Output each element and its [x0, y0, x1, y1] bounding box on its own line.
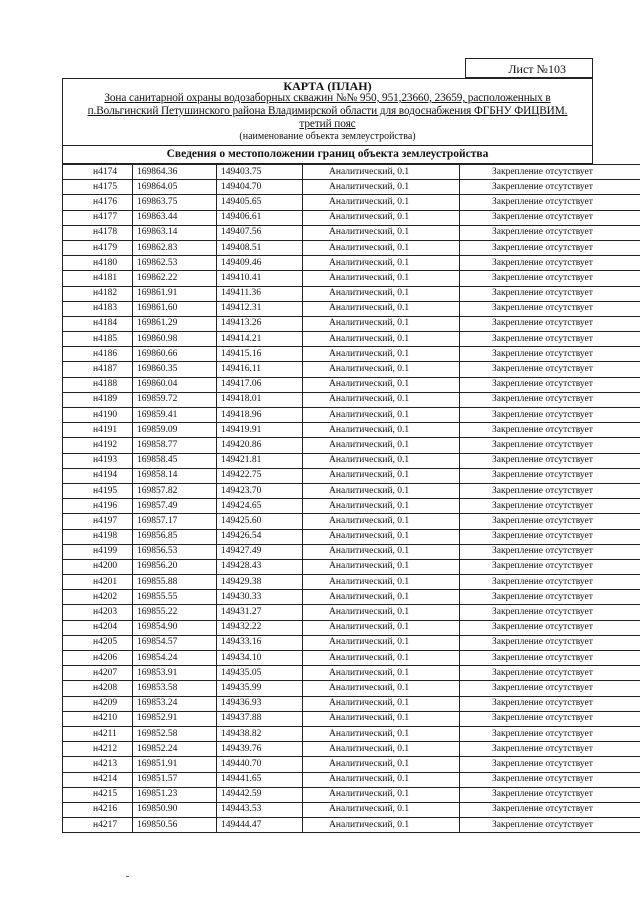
table-row: [63, 271, 640, 286]
sheet-number-box: [465, 58, 593, 78]
y-coordinate-cell: 149422.75: [217, 468, 303, 483]
table-row: [63, 818, 640, 833]
fixing-description-cell: Закрепление отсутствует: [460, 802, 640, 817]
fixing-description-cell: Закрепление отсутствует: [460, 453, 640, 468]
x-coordinate-cell: 169850.56: [133, 818, 217, 833]
fixing-description-cell: Закрепление отсутствует: [460, 271, 640, 286]
method-accuracy-cell: Аналитический, 0.1: [303, 271, 460, 286]
fixing-description-cell: Закрепление отсутствует: [460, 651, 640, 666]
point-id-cell: н4202: [63, 590, 133, 605]
x-coordinate-cell: 169857.17: [133, 514, 217, 529]
table-row: [63, 651, 640, 666]
fixing-description-cell: Закрепление отсутствует: [460, 468, 640, 483]
x-coordinate-cell: 169864.05: [133, 180, 217, 195]
x-coordinate-cell: 169851.57: [133, 772, 217, 787]
fixing-description-cell: Закрепление отсутствует: [460, 544, 640, 559]
method-accuracy-cell: Аналитический, 0.1: [303, 711, 460, 726]
x-coordinate-cell: 169853.58: [133, 681, 217, 696]
table-row: [63, 210, 640, 225]
x-coordinate-cell: 169860.04: [133, 377, 217, 392]
table-row: [63, 544, 640, 559]
x-coordinate-cell: 169854.57: [133, 635, 217, 650]
fixing-description-cell: Закрепление отсутствует: [460, 438, 640, 453]
fixing-description-cell: Закрепление отсутствует: [460, 256, 640, 271]
point-id-cell: н4209: [63, 696, 133, 711]
method-accuracy-cell: Аналитический, 0.1: [303, 818, 460, 833]
y-coordinate-cell: 149440.70: [217, 757, 303, 772]
y-coordinate-cell: 149427.49: [217, 544, 303, 559]
table-row: [63, 180, 640, 195]
point-id-cell: н4179: [63, 240, 133, 255]
fixing-description-cell: Закрепление отсутствует: [460, 742, 640, 757]
fixing-description-cell: Закрепление отсутствует: [460, 696, 640, 711]
method-accuracy-cell: Аналитический, 0.1: [303, 651, 460, 666]
point-id-cell: н4199: [63, 544, 133, 559]
fixing-description-cell: Закрепление отсутствует: [460, 362, 640, 377]
x-coordinate-cell: 169858.45: [133, 453, 217, 468]
table-row: [63, 711, 640, 726]
point-id-cell: н4186: [63, 347, 133, 362]
method-accuracy-cell: Аналитический, 0.1: [303, 240, 460, 255]
method-accuracy-cell: Аналитический, 0.1: [303, 453, 460, 468]
point-id-cell: н4207: [63, 666, 133, 681]
section-title: Сведения о местоположении границ объекта землеустройства: [62, 146, 593, 164]
y-coordinate-cell: 149430.33: [217, 590, 303, 605]
method-accuracy-cell: Аналитический, 0.1: [303, 225, 460, 240]
x-coordinate-cell: 169861.91: [133, 286, 217, 301]
sheet-number: Лист №103: [508, 62, 566, 76]
x-coordinate-cell: 169852.91: [133, 711, 217, 726]
point-id-cell: н4176: [63, 195, 133, 210]
x-coordinate-cell: 169855.55: [133, 590, 217, 605]
point-id-cell: н4194: [63, 468, 133, 483]
x-coordinate-cell: 169862.83: [133, 240, 217, 255]
point-id-cell: н4216: [63, 802, 133, 817]
x-coordinate-cell: 169851.91: [133, 757, 217, 772]
y-coordinate-cell: 149409.46: [217, 256, 303, 271]
x-coordinate-cell: 169858.14: [133, 468, 217, 483]
method-accuracy-cell: Аналитический, 0.1: [303, 286, 460, 301]
table-row: [63, 772, 640, 787]
y-coordinate-cell: 149431.27: [217, 605, 303, 620]
point-id-cell: н4183: [63, 301, 133, 316]
fixing-description-cell: Закрепление отсутствует: [460, 590, 640, 605]
fixing-description-cell: Закрепление отсутствует: [460, 483, 640, 498]
x-coordinate-cell: 169859.09: [133, 423, 217, 438]
method-accuracy-cell: Аналитический, 0.1: [303, 575, 460, 590]
method-accuracy-cell: Аналитический, 0.1: [303, 681, 460, 696]
y-coordinate-cell: 149418.01: [217, 392, 303, 407]
method-accuracy-cell: Аналитический, 0.1: [303, 347, 460, 362]
x-coordinate-cell: 169856.53: [133, 544, 217, 559]
y-coordinate-cell: 149444.47: [217, 818, 303, 833]
method-accuracy-cell: Аналитический, 0.1: [303, 742, 460, 757]
table-row: [63, 742, 640, 757]
method-accuracy-cell: Аналитический, 0.1: [303, 438, 460, 453]
method-accuracy-cell: Аналитический, 0.1: [303, 529, 460, 544]
x-coordinate-cell: 169863.14: [133, 225, 217, 240]
table-row: [63, 696, 640, 711]
point-id-cell: н4189: [63, 392, 133, 407]
point-id-cell: н4208: [63, 681, 133, 696]
y-coordinate-cell: 149420.86: [217, 438, 303, 453]
fixing-description-cell: Закрепление отсутствует: [460, 787, 640, 802]
x-coordinate-cell: 169861.29: [133, 316, 217, 331]
x-coordinate-cell: 169863.44: [133, 210, 217, 225]
fixing-description-cell: Закрепление отсутствует: [460, 772, 640, 787]
x-coordinate-cell: 169859.72: [133, 392, 217, 407]
point-id-cell: н4204: [63, 620, 133, 635]
method-accuracy-cell: Аналитический, 0.1: [303, 256, 460, 271]
y-coordinate-cell: 149441.65: [217, 772, 303, 787]
method-accuracy-cell: Аналитический, 0.1: [303, 787, 460, 802]
table-row: [63, 514, 640, 529]
point-id-cell: н4188: [63, 377, 133, 392]
x-coordinate-cell: 169858.77: [133, 438, 217, 453]
table-row: [63, 240, 640, 255]
method-accuracy-cell: Аналитический, 0.1: [303, 696, 460, 711]
y-coordinate-cell: 149438.82: [217, 726, 303, 741]
method-accuracy-cell: Аналитический, 0.1: [303, 180, 460, 195]
table-row: [63, 347, 640, 362]
y-coordinate-cell: 149433.16: [217, 635, 303, 650]
document-title: КАРТА (ПЛАН): [283, 79, 372, 93]
fixing-description-cell: Закрепление отсутствует: [460, 195, 640, 210]
y-coordinate-cell: 149423.70: [217, 483, 303, 498]
table-row: [63, 468, 640, 483]
object-name-line-2: п.Вольгинский Петушинского района Владимирской области для водоснабжения ФГБНУ ФИЦВИМ.: [87, 105, 568, 117]
x-coordinate-cell: 169860.35: [133, 362, 217, 377]
fixing-description-cell: Закрепление отсутствует: [460, 240, 640, 255]
table-row: [63, 165, 640, 180]
y-coordinate-cell: 149416.11: [217, 362, 303, 377]
method-accuracy-cell: Аналитический, 0.1: [303, 635, 460, 650]
table-row: [63, 605, 640, 620]
table-row: [63, 332, 640, 347]
method-accuracy-cell: Аналитический, 0.1: [303, 499, 460, 514]
method-accuracy-cell: Аналитический, 0.1: [303, 666, 460, 681]
method-accuracy-cell: Аналитический, 0.1: [303, 316, 460, 331]
table-row: [63, 666, 640, 681]
point-id-cell: н4200: [63, 559, 133, 574]
x-coordinate-cell: 169857.49: [133, 499, 217, 514]
point-id-cell: н4178: [63, 225, 133, 240]
fixing-description-cell: Закрепление отсутствует: [460, 559, 640, 574]
method-accuracy-cell: Аналитический, 0.1: [303, 544, 460, 559]
fixing-description-cell: Закрепление отсутствует: [460, 726, 640, 741]
table-row: [63, 256, 640, 271]
method-accuracy-cell: Аналитический, 0.1: [303, 605, 460, 620]
fixing-description-cell: Закрепление отсутствует: [460, 347, 640, 362]
x-coordinate-cell: 169853.24: [133, 696, 217, 711]
fixing-description-cell: Закрепление отсутствует: [460, 332, 640, 347]
x-coordinate-cell: 169857.82: [133, 483, 217, 498]
y-coordinate-cell: 149407.56: [217, 225, 303, 240]
x-coordinate-cell: 169851.23: [133, 787, 217, 802]
point-id-cell: н4203: [63, 605, 133, 620]
point-id-cell: н4217: [63, 818, 133, 833]
x-coordinate-cell: 169862.53: [133, 256, 217, 271]
fixing-description-cell: Закрепление отсутствует: [460, 392, 640, 407]
fixing-description-cell: Закрепление отсутствует: [460, 180, 640, 195]
method-accuracy-cell: Аналитический, 0.1: [303, 195, 460, 210]
table-row: [63, 438, 640, 453]
y-coordinate-cell: 149419.91: [217, 423, 303, 438]
x-coordinate-cell: 169860.66: [133, 347, 217, 362]
point-id-cell: н4215: [63, 787, 133, 802]
x-coordinate-cell: 169853.91: [133, 666, 217, 681]
y-coordinate-cell: 149439.76: [217, 742, 303, 757]
y-coordinate-cell: 149412.31: [217, 301, 303, 316]
table-row: [63, 301, 640, 316]
point-id-cell: н4184: [63, 316, 133, 331]
x-coordinate-cell: 169862.22: [133, 271, 217, 286]
table-row: [63, 362, 640, 377]
fixing-description-cell: Закрепление отсутствует: [460, 575, 640, 590]
object-name-line-3: третий пояс: [299, 118, 356, 130]
table-row: [63, 316, 640, 331]
method-accuracy-cell: Аналитический, 0.1: [303, 301, 460, 316]
y-coordinate-cell: 149421.81: [217, 453, 303, 468]
point-id-cell: н4191: [63, 423, 133, 438]
method-accuracy-cell: Аналитический, 0.1: [303, 590, 460, 605]
table-row: [63, 377, 640, 392]
fixing-description-cell: Закрепление отсутствует: [460, 408, 640, 423]
method-accuracy-cell: Аналитический, 0.1: [303, 483, 460, 498]
method-accuracy-cell: Аналитический, 0.1: [303, 210, 460, 225]
point-id-cell: н4197: [63, 514, 133, 529]
method-accuracy-cell: Аналитический, 0.1: [303, 392, 460, 407]
method-accuracy-cell: Аналитический, 0.1: [303, 620, 460, 635]
fixing-description-cell: Закрепление отсутствует: [460, 711, 640, 726]
table-row: [63, 499, 640, 514]
y-coordinate-cell: 149413.26: [217, 316, 303, 331]
x-coordinate-cell: 169852.58: [133, 726, 217, 741]
method-accuracy-cell: Аналитический, 0.1: [303, 559, 460, 574]
table-row: [63, 590, 640, 605]
method-accuracy-cell: Аналитический, 0.1: [303, 362, 460, 377]
x-coordinate-cell: 169850.90: [133, 802, 217, 817]
table-row: [63, 408, 640, 423]
y-coordinate-cell: 149404.70: [217, 180, 303, 195]
method-accuracy-cell: Аналитический, 0.1: [303, 408, 460, 423]
fixing-description-cell: Закрепление отсутствует: [460, 681, 640, 696]
x-coordinate-cell: 169856.20: [133, 559, 217, 574]
x-coordinate-cell: 169856.85: [133, 529, 217, 544]
fixing-description-cell: Закрепление отсутствует: [460, 165, 640, 180]
scan-speck: [126, 876, 129, 877]
point-id-cell: н4192: [63, 438, 133, 453]
object-name-line-1: Зона санитарной охраны водозаборных скважин №№ 950, 951,23660, 23659, расположенных в: [104, 92, 551, 104]
x-coordinate-cell: 169854.90: [133, 620, 217, 635]
y-coordinate-cell: 149429.38: [217, 575, 303, 590]
point-id-cell: н4175: [63, 180, 133, 195]
y-coordinate-cell: 149403.75: [217, 165, 303, 180]
y-coordinate-cell: 149411.36: [217, 286, 303, 301]
fixing-description-cell: Закрепление отсутствует: [460, 635, 640, 650]
table-row: [63, 483, 640, 498]
document-header: [62, 78, 593, 146]
point-id-cell: н4185: [63, 332, 133, 347]
fixing-description-cell: Закрепление отсутствует: [460, 316, 640, 331]
y-coordinate-cell: 149415.16: [217, 347, 303, 362]
fixing-description-cell: Закрепление отсутствует: [460, 818, 640, 833]
table-row: [63, 423, 640, 438]
y-coordinate-cell: 149442.59: [217, 787, 303, 802]
fixing-description-cell: Закрепление отсутствует: [460, 286, 640, 301]
x-coordinate-cell: 169852.24: [133, 742, 217, 757]
x-coordinate-cell: 169863.75: [133, 195, 217, 210]
point-id-cell: н4177: [63, 210, 133, 225]
point-id-cell: н4196: [63, 499, 133, 514]
y-coordinate-cell: 149435.99: [217, 681, 303, 696]
method-accuracy-cell: Аналитический, 0.1: [303, 165, 460, 180]
y-coordinate-cell: 149417.06: [217, 377, 303, 392]
fixing-description-cell: Закрепление отсутствует: [460, 605, 640, 620]
method-accuracy-cell: Аналитический, 0.1: [303, 726, 460, 741]
table-row: [63, 559, 640, 574]
table-row: [63, 286, 640, 301]
point-id-cell: н4198: [63, 529, 133, 544]
table-row: [63, 787, 640, 802]
y-coordinate-cell: 149425.60: [217, 514, 303, 529]
y-coordinate-cell: 149443.53: [217, 802, 303, 817]
x-coordinate-cell: 169859.41: [133, 408, 217, 423]
table-row: [63, 681, 640, 696]
table-row: [63, 726, 640, 741]
x-coordinate-cell: 169860.98: [133, 332, 217, 347]
table-row: [63, 635, 640, 650]
y-coordinate-cell: 149408.51: [217, 240, 303, 255]
y-coordinate-cell: 149426.54: [217, 529, 303, 544]
method-accuracy-cell: Аналитический, 0.1: [303, 377, 460, 392]
point-id-cell: н4181: [63, 271, 133, 286]
method-accuracy-cell: Аналитический, 0.1: [303, 802, 460, 817]
y-coordinate-cell: 149432.22: [217, 620, 303, 635]
y-coordinate-cell: 149434.10: [217, 651, 303, 666]
y-coordinate-cell: 149424.65: [217, 499, 303, 514]
fixing-description-cell: Закрепление отсутствует: [460, 210, 640, 225]
y-coordinate-cell: 149410.41: [217, 271, 303, 286]
point-id-cell: н4211: [63, 726, 133, 741]
fixing-description-cell: Закрепление отсутствует: [460, 514, 640, 529]
y-coordinate-cell: 149405.65: [217, 195, 303, 210]
point-id-cell: н4180: [63, 256, 133, 271]
fixing-description-cell: Закрепление отсутствует: [460, 423, 640, 438]
x-coordinate-cell: 169864.36: [133, 165, 217, 180]
point-id-cell: н4205: [63, 635, 133, 650]
table-row: [63, 529, 640, 544]
table-row: [63, 225, 640, 240]
point-id-cell: н4187: [63, 362, 133, 377]
table-row: [63, 620, 640, 635]
table-row: [63, 757, 640, 772]
method-accuracy-cell: Аналитический, 0.1: [303, 757, 460, 772]
point-id-cell: н4201: [63, 575, 133, 590]
point-id-cell: н4174: [63, 165, 133, 180]
point-id-cell: н4210: [63, 711, 133, 726]
point-id-cell: н4182: [63, 286, 133, 301]
point-id-cell: н4214: [63, 772, 133, 787]
table-row: [63, 575, 640, 590]
y-coordinate-cell: 149428.43: [217, 559, 303, 574]
point-id-cell: н4212: [63, 742, 133, 757]
point-id-cell: н4213: [63, 757, 133, 772]
fixing-description-cell: Закрепление отсутствует: [460, 529, 640, 544]
boundary-points-table: [62, 164, 640, 833]
y-coordinate-cell: 149418.96: [217, 408, 303, 423]
fixing-description-cell: Закрепление отсутствует: [460, 301, 640, 316]
method-accuracy-cell: Аналитический, 0.1: [303, 514, 460, 529]
method-accuracy-cell: Аналитический, 0.1: [303, 772, 460, 787]
point-id-cell: н4193: [63, 453, 133, 468]
fixing-description-cell: Закрепление отсутствует: [460, 377, 640, 392]
fixing-description-cell: Закрепление отсутствует: [460, 499, 640, 514]
point-id-cell: н4206: [63, 651, 133, 666]
table-row: [63, 453, 640, 468]
object-name-caption: (наименование объекта землеустройства): [239, 131, 416, 142]
y-coordinate-cell: 149436.93: [217, 696, 303, 711]
y-coordinate-cell: 149406.61: [217, 210, 303, 225]
table-row: [63, 195, 640, 210]
x-coordinate-cell: 169861.60: [133, 301, 217, 316]
method-accuracy-cell: Аналитический, 0.1: [303, 423, 460, 438]
fixing-description-cell: Закрепление отсутствует: [460, 225, 640, 240]
fixing-description-cell: Закрепление отсутствует: [460, 620, 640, 635]
fixing-description-cell: Закрепление отсутствует: [460, 666, 640, 681]
method-accuracy-cell: Аналитический, 0.1: [303, 332, 460, 347]
method-accuracy-cell: Аналитический, 0.1: [303, 468, 460, 483]
x-coordinate-cell: 169855.88: [133, 575, 217, 590]
point-id-cell: н4190: [63, 408, 133, 423]
x-coordinate-cell: 169855.22: [133, 605, 217, 620]
fixing-description-cell: Закрепление отсутствует: [460, 757, 640, 772]
table-row: [63, 392, 640, 407]
y-coordinate-cell: 149414.21: [217, 332, 303, 347]
point-id-cell: н4195: [63, 483, 133, 498]
x-coordinate-cell: 169854.24: [133, 651, 217, 666]
table-row: [63, 802, 640, 817]
y-coordinate-cell: 149437.88: [217, 711, 303, 726]
y-coordinate-cell: 149435.05: [217, 666, 303, 681]
